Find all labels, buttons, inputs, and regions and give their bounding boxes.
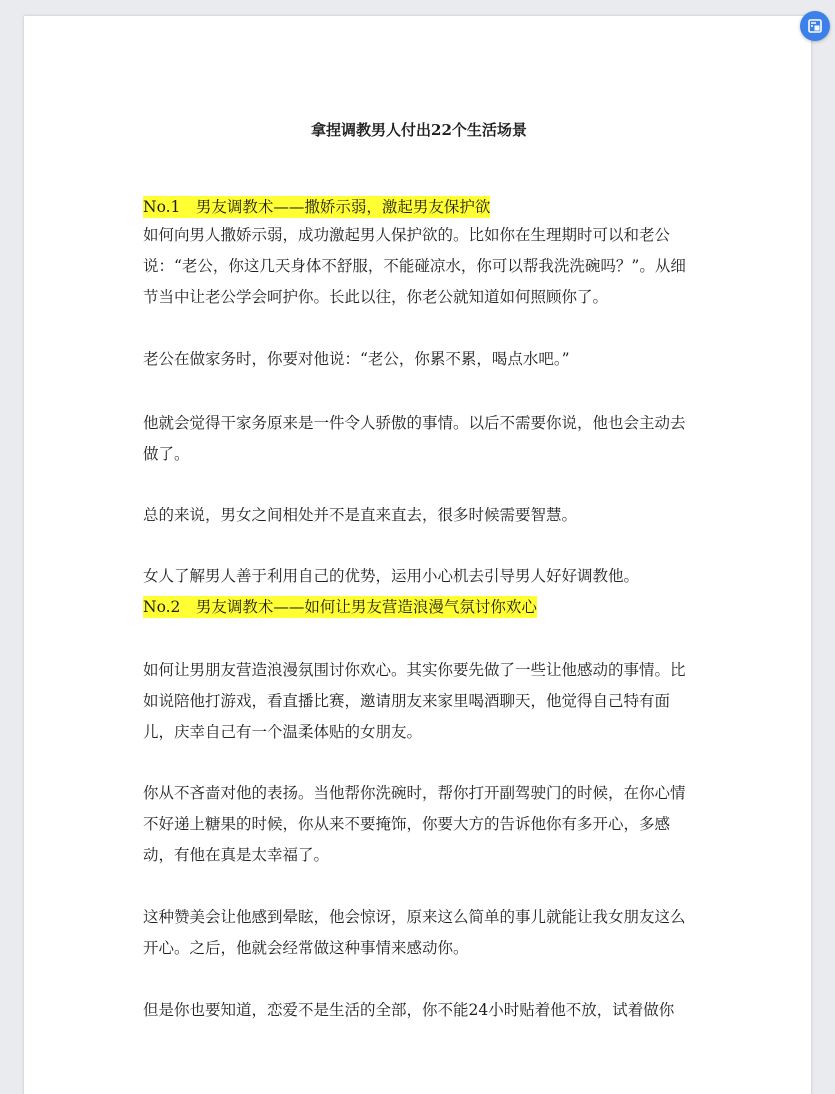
- paragraph: 如何让男朋友营造浪漫氛围讨你欢心。其实你要先做了一些让他感动的事情。比如说陪他打游戏，看直播比赛，邀请朋友来家里喝酒聊天，他觉得自己特有面儿，庆幸自己有一个温柔体贴的女朋友。: [143, 661, 686, 741]
- export-button[interactable]: [800, 11, 830, 41]
- paragraph: 如何向男人撒娇示弱，成功激起男人保护欲的。比如你在生理期时可以和老公说：“老公，你这几天身体不舒服，不能碰凉水，你可以帮我洗洗碗吗？”。从细节当中让老公学会呵护你。长此以往，你老公就知道如何照顾你了。: [143, 226, 686, 306]
- section-heading-2: [143, 592, 695, 623]
- highlighted-heading-text: No.1 男友调教术——撒娇示弱，激起男友保护欲: [143, 198, 491, 216]
- paragraph: 这种赞美会让他感到晕眩，他会惊讶，原来这么简单的事儿就能让我女朋友这么开心。之后，他就会经常做这种事情来感动你。: [143, 908, 686, 957]
- document-title: 拿捏调教男人付出22个生活场景: [311, 121, 527, 139]
- paragraph: 老公在做家务时，你要对他说：“老公，你累不累，喝点水吧。”: [143, 350, 570, 368]
- paragraph: 女人了解男人善于利用自己的优势，运用小心机去引导男人好好调教他。: [143, 567, 640, 585]
- paragraph: 他就会觉得干家务原来是一件令人骄傲的事情。以后不需要你说，他也会主动去做了。: [143, 414, 686, 463]
- document-page: [24, 16, 811, 1094]
- highlighted-heading-text: No.2 男友调教术——如何让男友营造浪漫气氛讨你欢心: [143, 598, 537, 616]
- paragraph: 你从不吝啬对他的表扬。当他帮你洗碗时，帮你打开副驾驶门的时候，在你心情不好递上糖果的时候，你从来不要掩饰，你要大方的告诉他你有多开心，多感动，有他在真是太幸福了。: [143, 784, 686, 864]
- paragraph: 但是你也要知道，恋爱不是生活的全部，你不能24小时贴着他不放，试着做你: [143, 1001, 675, 1019]
- export-icon: [807, 18, 823, 34]
- section-heading-1: [143, 192, 695, 223]
- paragraph: 总的来说，男女之间相处并不是直来直去，很多时候需要智慧。: [143, 506, 578, 524]
